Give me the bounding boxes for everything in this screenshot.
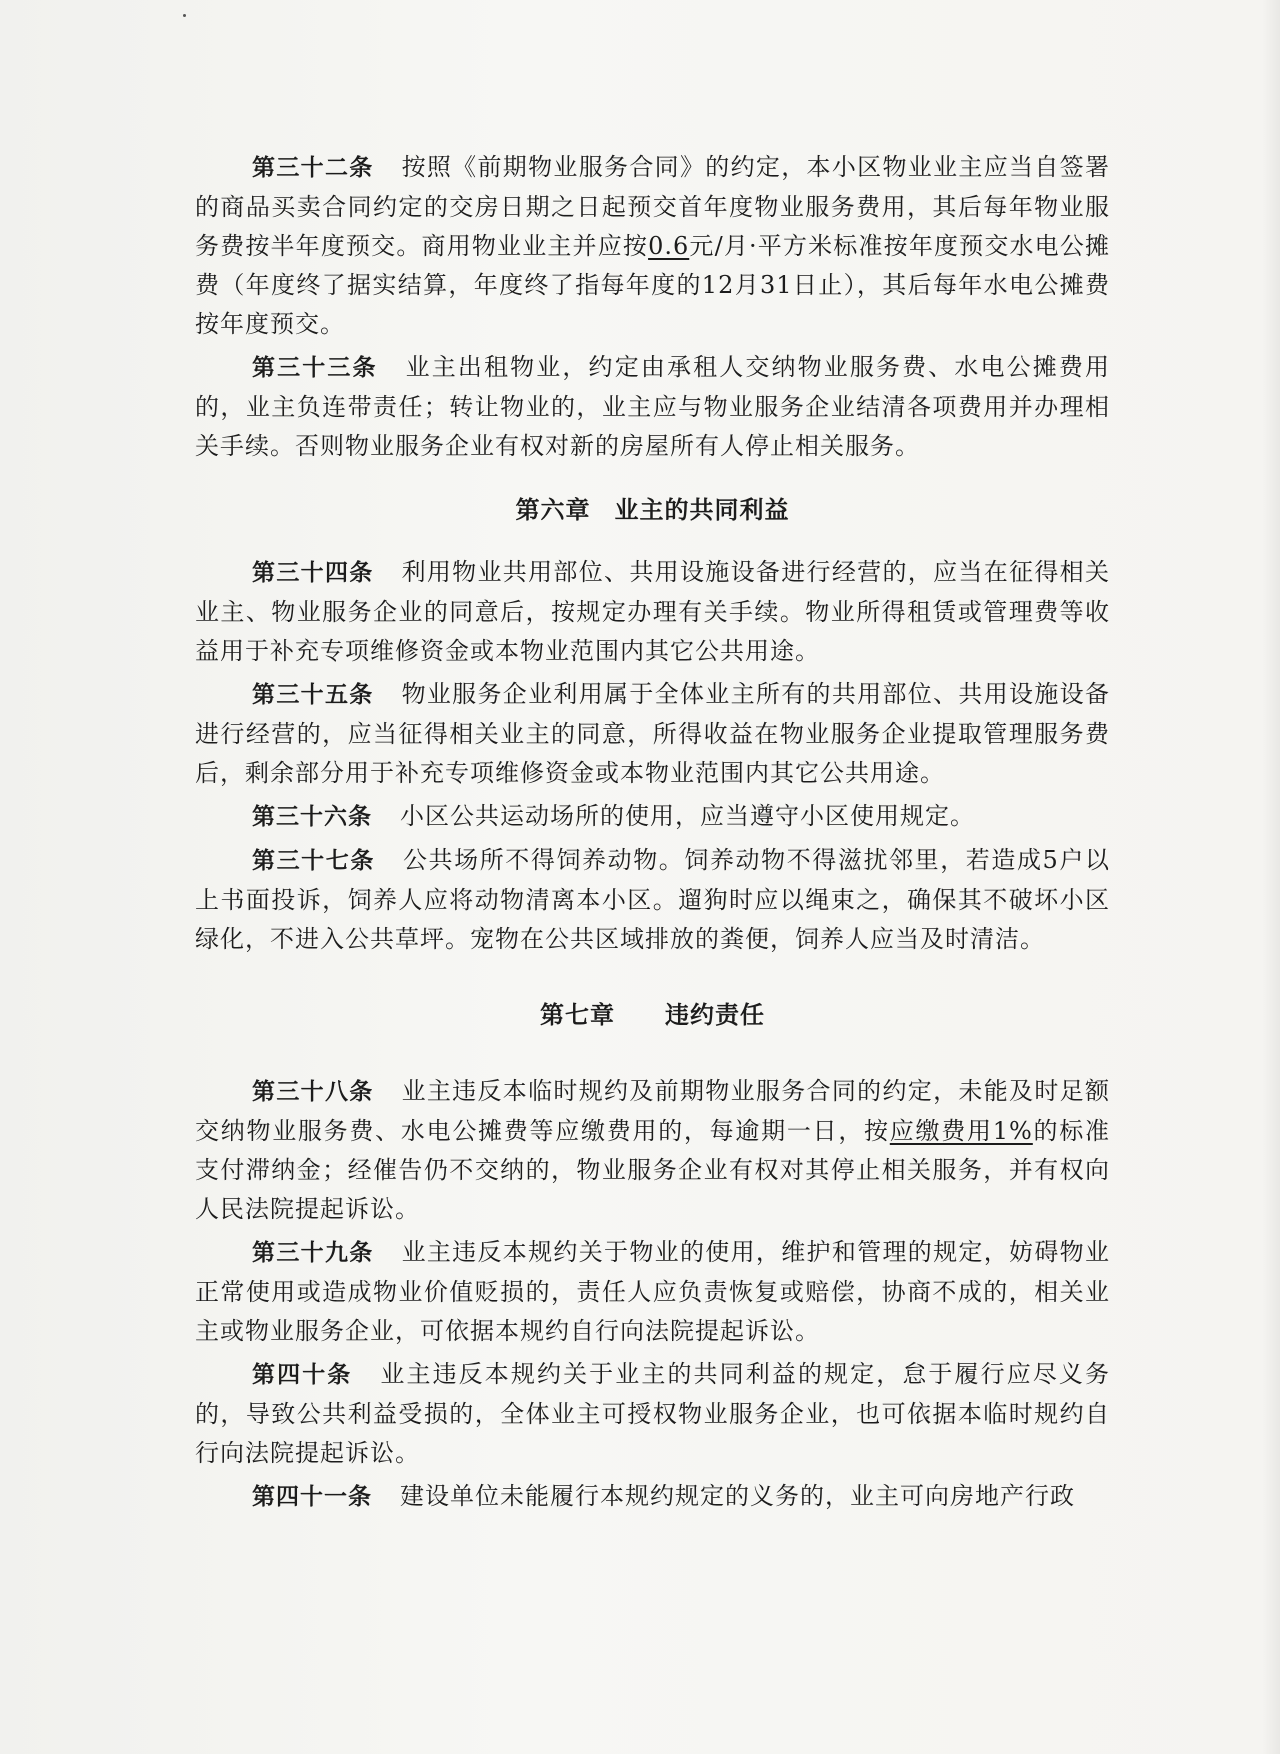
article-text: 公共场所不得饲养动物。饲养动物不得滋扰邻里，若造成5户以上书面投诉，饲养人应将动物清离本小区。遛狗时应以绳束之，确保其不破坏小区绿化，不进入公共草坪。宠物在公共区域排放的粪便，饲养人应当及时清洁。 bbox=[195, 846, 1110, 953]
chapter-number: 第七章 bbox=[540, 1001, 615, 1029]
article-number: 第四十一条 bbox=[252, 1484, 372, 1510]
article-36 bbox=[195, 797, 1110, 837]
chapter-heading-6 bbox=[195, 490, 1110, 525]
article-text: 利用物业共用部位、共用设施设备进行经营的，应当在征得相关业主、物业服务企业的同意后，按规定办理有关手续。物业所得租赁或管理费等收益用于补充专项维修资金或本物业范围内其它公共用途。 bbox=[195, 558, 1110, 665]
article-text: 业主出租物业，约定由承租人交纳物业服务费、水电公摊费用的，业主负连带责任；转让物业的，业主应与物业服务企业结清各项费用并办理相关手续。否则物业服务企业有权对新的房屋所有人停止相关服务。 bbox=[195, 353, 1111, 460]
article-34 bbox=[195, 553, 1110, 671]
chapter-number: 第六章 bbox=[515, 496, 591, 524]
article-number: 第三十六条 bbox=[252, 804, 372, 830]
document-body bbox=[195, 148, 1110, 1521]
article-number: 第三十九条 bbox=[252, 1240, 374, 1266]
article-text: 按照《前期物业服务合同》的约定，本小区物业业主应当自签署的商品买卖合同约定的交房日期之日起预交首年度物业服务费用，其后每年物业服务费按半年度预交。商用物业业主并应按 bbox=[195, 153, 1110, 260]
article-text: 物业服务企业利用属于全体业主所有的共用部位、共用设施设备进行经营的，应当征得相关业主的同意，所得收益在物业服务企业提取管理服务费后，剩余部分用于补充专项维修资金或本物业范围内其它公共用途。 bbox=[195, 680, 1110, 787]
article-text: 业主违反本临时规约及前期物业服务合同的约定，未能及时足额交纳物业服务费、水电公摊费等应缴费用的，每逾期一日，按 bbox=[195, 1077, 1110, 1145]
article-number: 第四十条 bbox=[252, 1362, 353, 1388]
underlined-penalty-rate: 应缴费用1% bbox=[889, 1117, 1033, 1145]
article-text: 小区公共运动场所的使用，应当遵守小区使用规定。 bbox=[400, 802, 975, 830]
article-number: 第三十四条 bbox=[252, 560, 374, 586]
article-text: 业主违反本规约关于业主的共同利益的规定，怠于履行应尽义务的，导致公共利益受损的，全体业主可授权物业服务企业，也可依据本临时规约自行向法院提起诉讼。 bbox=[195, 1360, 1111, 1467]
page-edge-shadow bbox=[1262, 0, 1280, 1754]
chapter-title: 违约责任 bbox=[665, 1001, 765, 1029]
article-37 bbox=[195, 841, 1110, 959]
article-text: 建设单位未能履行本规约规定的义务的，业主可向房地产行政 bbox=[400, 1482, 1075, 1510]
article-32 bbox=[195, 148, 1110, 344]
article-number: 第三十五条 bbox=[252, 682, 374, 708]
article-40 bbox=[195, 1355, 1110, 1473]
underlined-rate: 0.6 bbox=[648, 232, 690, 260]
article-text-continued: 的标准支付滞纳金；经催告仍不交纳的，物业服务企业有权对其停止相关服务，并有权向人民法院提起诉讼。 bbox=[195, 1117, 1111, 1223]
article-38 bbox=[195, 1072, 1110, 1229]
chapter-heading-7 bbox=[195, 995, 1110, 1030]
article-39 bbox=[195, 1233, 1110, 1351]
article-number: 第三十三条 bbox=[252, 355, 378, 381]
article-number: 第三十八条 bbox=[252, 1079, 374, 1105]
article-text: 业主违反本规约关于物业的使用，维护和管理的规定，妨碍物业正常使用或造成物业价值贬损的，责任人应负责恢复或赔偿，协商不成的，相关业主或物业服务企业，可依据本规约自行向法院提起诉讼。 bbox=[195, 1238, 1110, 1345]
scan-speck bbox=[183, 14, 186, 17]
chapter-title: 业主的共同利益 bbox=[614, 496, 790, 524]
article-41 bbox=[195, 1477, 1110, 1517]
article-text-continued: 元/月·平方米标准按年度预交水电公摊费（年度终了据实结算，年度终了指每年度的12月31日止），其后每年水电公摊费按年度预交。 bbox=[195, 232, 1111, 338]
article-33 bbox=[195, 348, 1110, 466]
article-number: 第三十二条 bbox=[252, 155, 374, 181]
article-number: 第三十七条 bbox=[252, 848, 375, 874]
article-35 bbox=[195, 675, 1110, 793]
